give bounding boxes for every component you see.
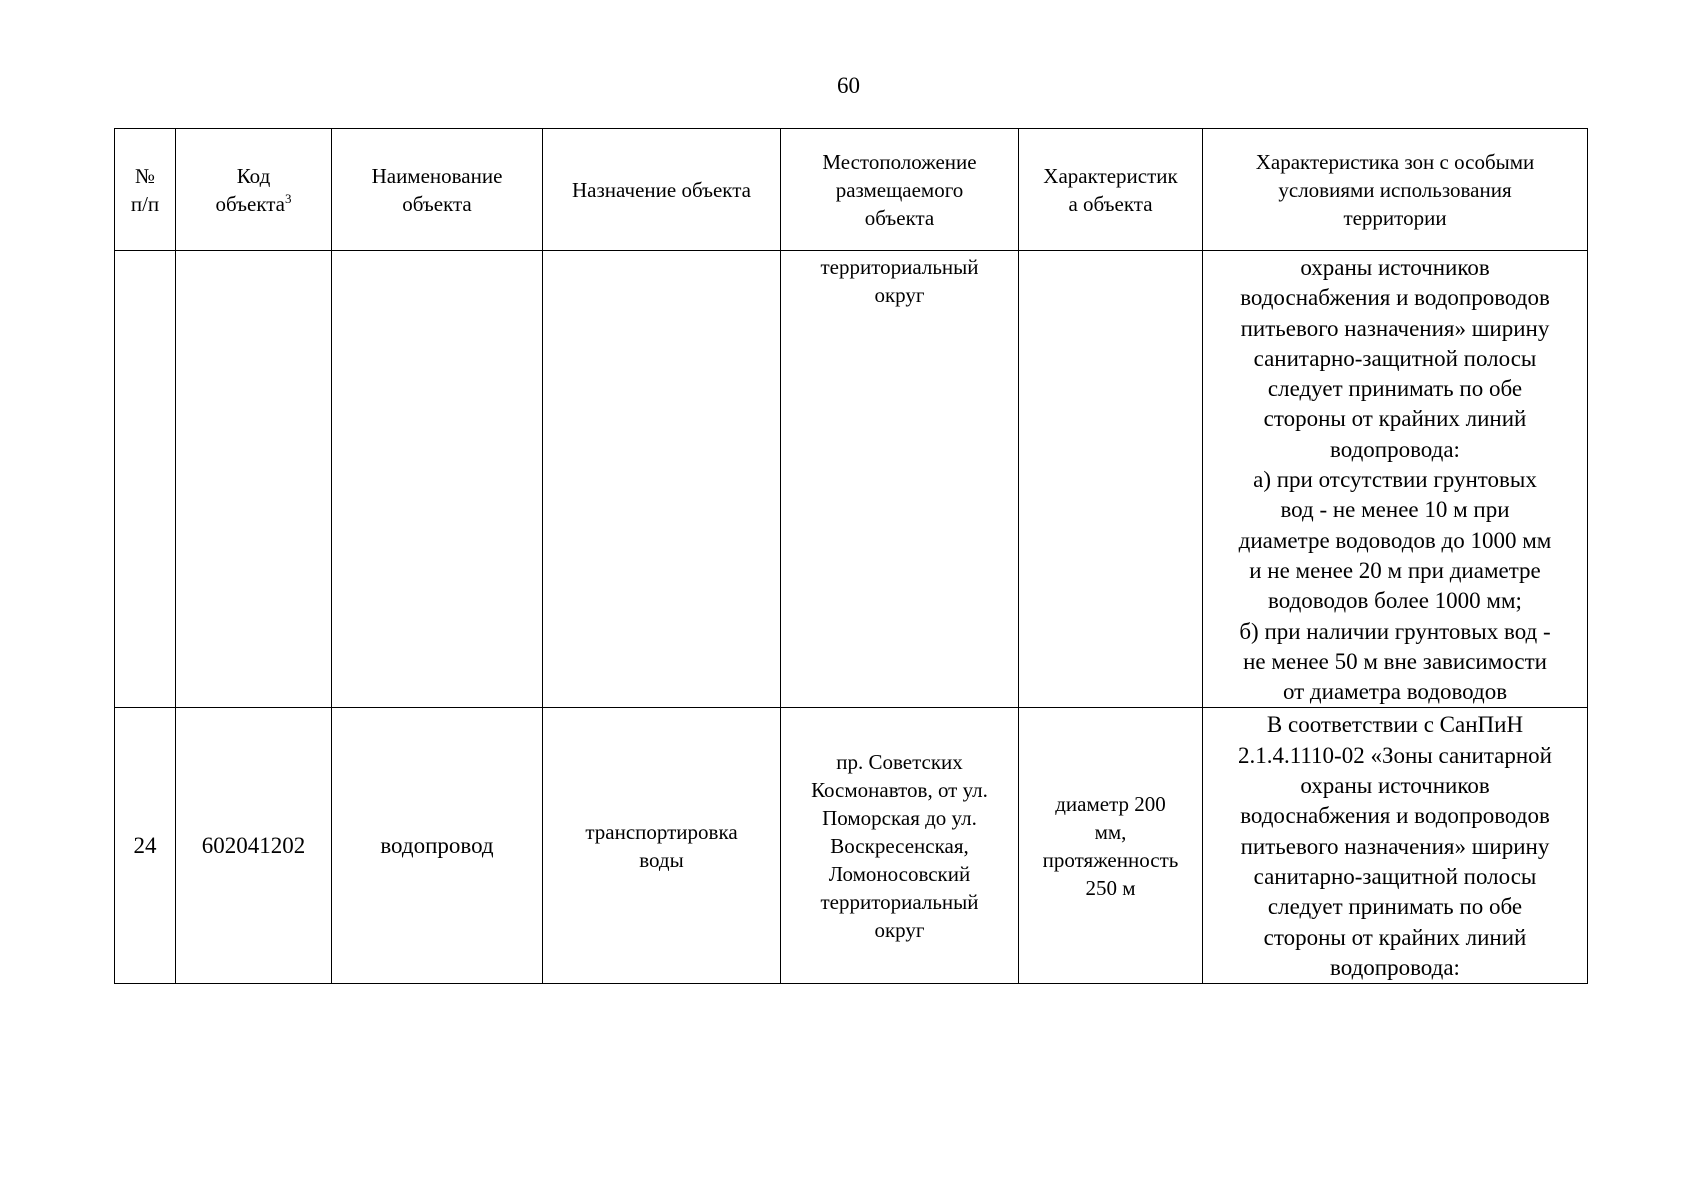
header-zones: Характеристика зон с особыми условиями использования территории [1203,129,1588,251]
header-location: Местоположение размещаемого объекта [781,129,1019,251]
cell-characteristics: диаметр 200 мм, протяженность 250 м [1019,708,1203,984]
header-characteristics: Характеристик а объекта [1019,129,1203,251]
cell-name [332,251,543,708]
objects-table [114,128,1588,984]
cell-characteristics [1019,251,1203,708]
cell-num: 24 [115,708,176,984]
cell-location: территориальный округ [781,251,1019,708]
cell-zones: В соответствии с СанПиН 2.1.4.1110-02 «Зоны санитарной охраны источников водоснабжения и водопроводов питьевого назначения» ширину санитарно-защитной полосы следует принимать по обе стороны от крайних линий водопровода: [1203,708,1588,984]
table-row [115,708,1588,984]
header-purpose: Назначение объекта [543,129,781,251]
header-code-text: Код объекта [215,163,286,216]
header-row [115,129,1588,251]
table-row-continued [115,251,1588,708]
cell-code [176,251,332,708]
cell-purpose: транспортировка воды [543,708,781,984]
footnote-ref: 3 [285,190,292,206]
cell-name: водопровод [332,708,543,984]
cell-location: пр. Советских Космонавтов, от ул. Поморская до ул. Воскресенская, Ломоносовский территориальный округ [781,708,1019,984]
header-code [176,129,332,251]
page-number: 60 [837,73,860,98]
cell-num [115,251,176,708]
cell-code: 602041202 [176,708,332,984]
cell-zones: охраны источников водоснабжения и водопроводов питьевого назначения» ширину санитарно-защитной полосы следует принимать по обе стороны от крайних линий водопровода: а) при отсутствии грунтовых вод - не менее 10 м при диаметре водоводов до 1000 мм и не менее 20 м при диаметре водоводов более 1000 мм; б) при наличии грунтовых вод - не менее 50 м вне зависимости от диаметра водоводов [1203,251,1588,708]
header-name: Наименование объекта [332,129,543,251]
header-num: № п/п [115,129,176,251]
cell-purpose [543,251,781,708]
